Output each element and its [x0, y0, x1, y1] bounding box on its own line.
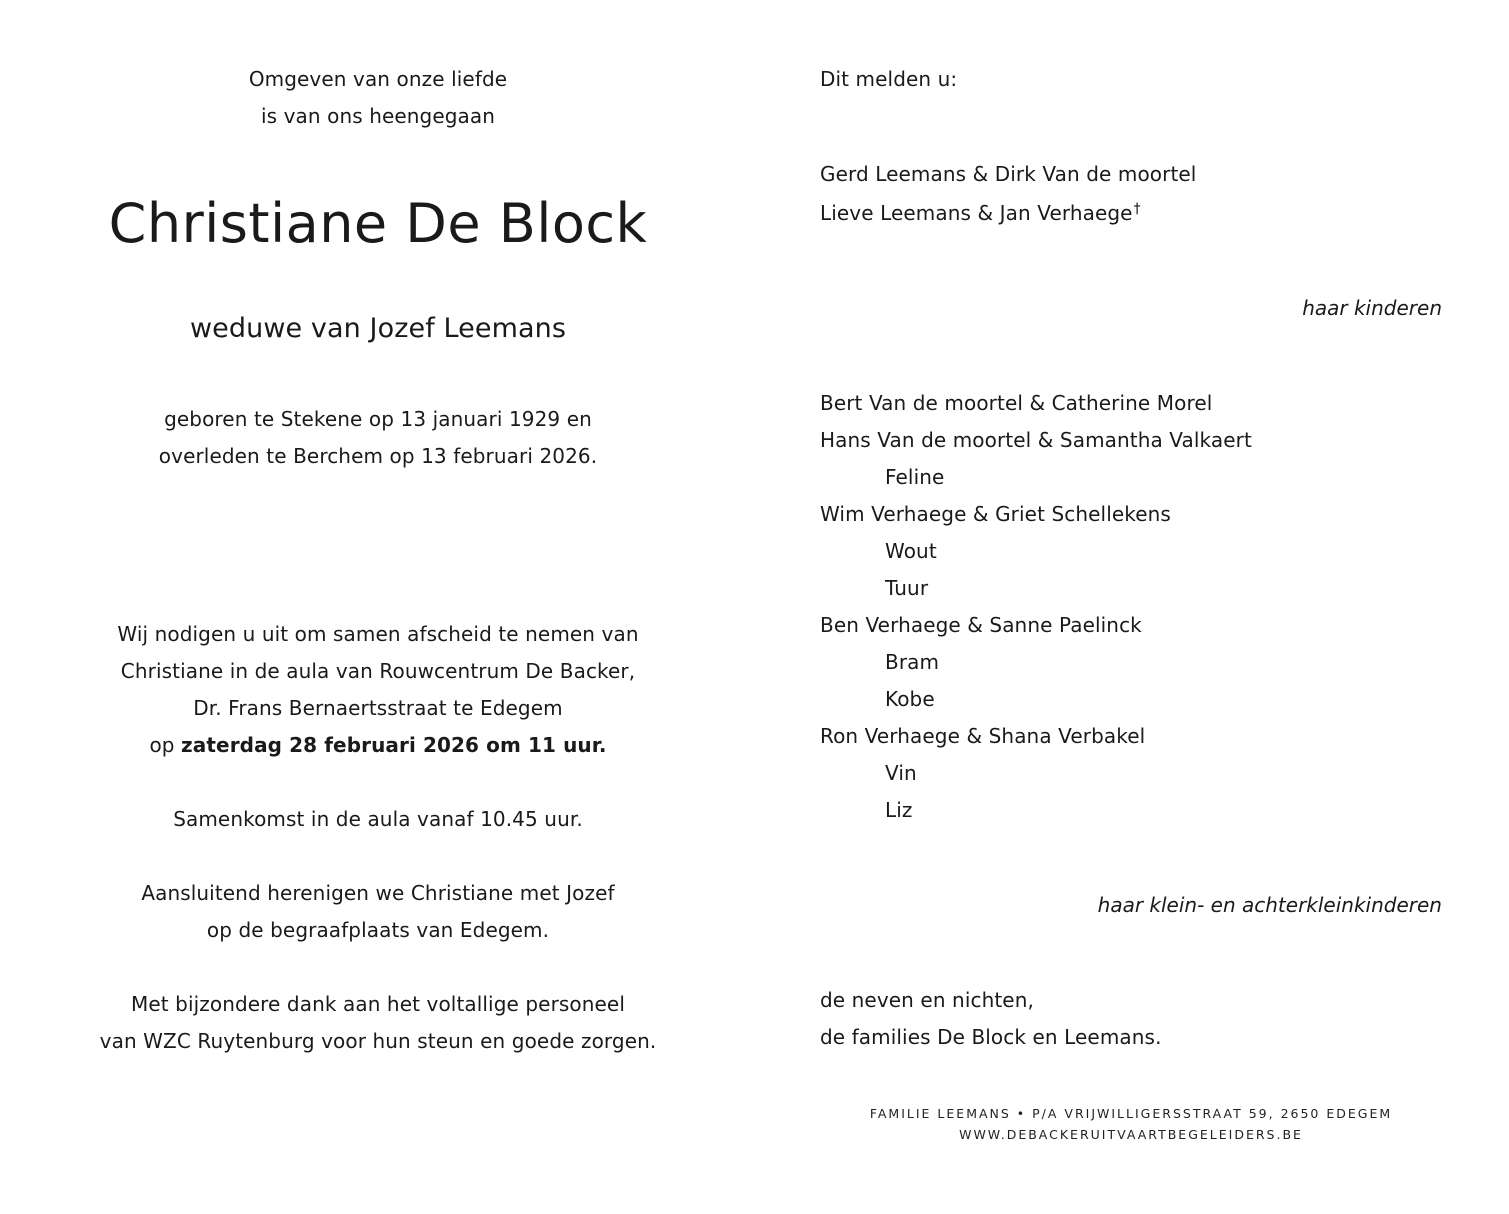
relatives-line-1: de neven en nichten,: [820, 988, 1034, 1012]
widow-line: weduwe van Jozef Leemans: [189, 313, 566, 344]
grandchild-line: Ron Verhaege & Shana Verbakel: [820, 724, 1146, 748]
great-grandchild-line: Liz: [885, 798, 913, 822]
child-line: [820, 201, 1141, 225]
invite-line-3: Dr. Frans Bernaertsstraat te Edegem: [193, 696, 563, 720]
announce-line: Dit melden u:: [820, 67, 958, 91]
invite-line-4-prefix: op: [149, 733, 182, 757]
ceremony-date-time: zaterdag 28 februari 2026 om 11 uur.: [181, 733, 607, 757]
child-name: Lieve Leemans & Jan Verhaege: [820, 201, 1133, 225]
grandchildren-label: haar klein- en achterkleinkinderen: [1097, 893, 1442, 917]
invite-line-4: [60, 733, 696, 757]
grandchild-line: Wim Verhaege & Griet Schellekens: [820, 502, 1171, 526]
birth-line: geboren te Stekene op 13 januari 1929 en: [164, 407, 592, 431]
death-line: overleden te Berchem op 13 februari 2026.: [158, 444, 598, 468]
great-grandchild-line: Feline: [885, 465, 945, 489]
invite-line-2: Christiane in de aula van Rouwcentrum De Backer,: [120, 659, 636, 683]
footer-address: FAMILIE LEEMANS • P/A VRIJWILLIGERSSTRAAT 59, 2650 EDEGEM: [869, 1106, 1393, 1121]
intro-line-2: is van ons heengegaan: [260, 104, 496, 128]
burial-line-1: Aansluitend herenigen we Christiane met Jozef: [141, 881, 615, 905]
grandchild-line: Ben Verhaege & Sanne Paelinck: [820, 613, 1142, 637]
gathering-line: Samenkomst in de aula vanaf 10.45 uur.: [173, 807, 583, 831]
invite-line-1: Wij nodigen u uit om samen afscheid te nemen van: [117, 622, 639, 646]
great-grandchild-line: Vin: [885, 761, 917, 785]
grandchild-line: Hans Van de moortel & Samantha Valkaert: [820, 428, 1252, 452]
thanks-line-2: van WZC Ruytenburg voor hun steun en goede zorgen.: [99, 1029, 657, 1053]
burial-line-2: op de begraafplaats van Edegem.: [206, 918, 550, 942]
great-grandchild-line: Kobe: [885, 687, 935, 711]
cross-icon: †: [1133, 201, 1141, 217]
children-label: haar kinderen: [1302, 296, 1442, 320]
great-grandchild-line: Bram: [885, 650, 940, 674]
great-grandchild-line: Wout: [885, 539, 937, 563]
grandchild-line: Bert Van de moortel & Catherine Morel: [820, 391, 1213, 415]
child-line: Gerd Leemans & Dirk Van de moortel: [820, 162, 1197, 186]
deceased-name: Christiane De Block: [108, 192, 648, 255]
relatives-line-2: de families De Block en Leemans.: [820, 1025, 1162, 1049]
great-grandchild-line: Tuur: [885, 576, 929, 600]
left-column: [60, 0, 696, 1214]
thanks-line-1: Met bijzondere dank aan het voltallige personeel: [131, 992, 625, 1016]
footer-website: WWW.DEBACKERUITVAARTBEGELEIDERS.BE: [959, 1127, 1303, 1142]
right-column: [820, 0, 1442, 1214]
intro-line-1: Omgeven van onze liefde: [248, 67, 508, 91]
